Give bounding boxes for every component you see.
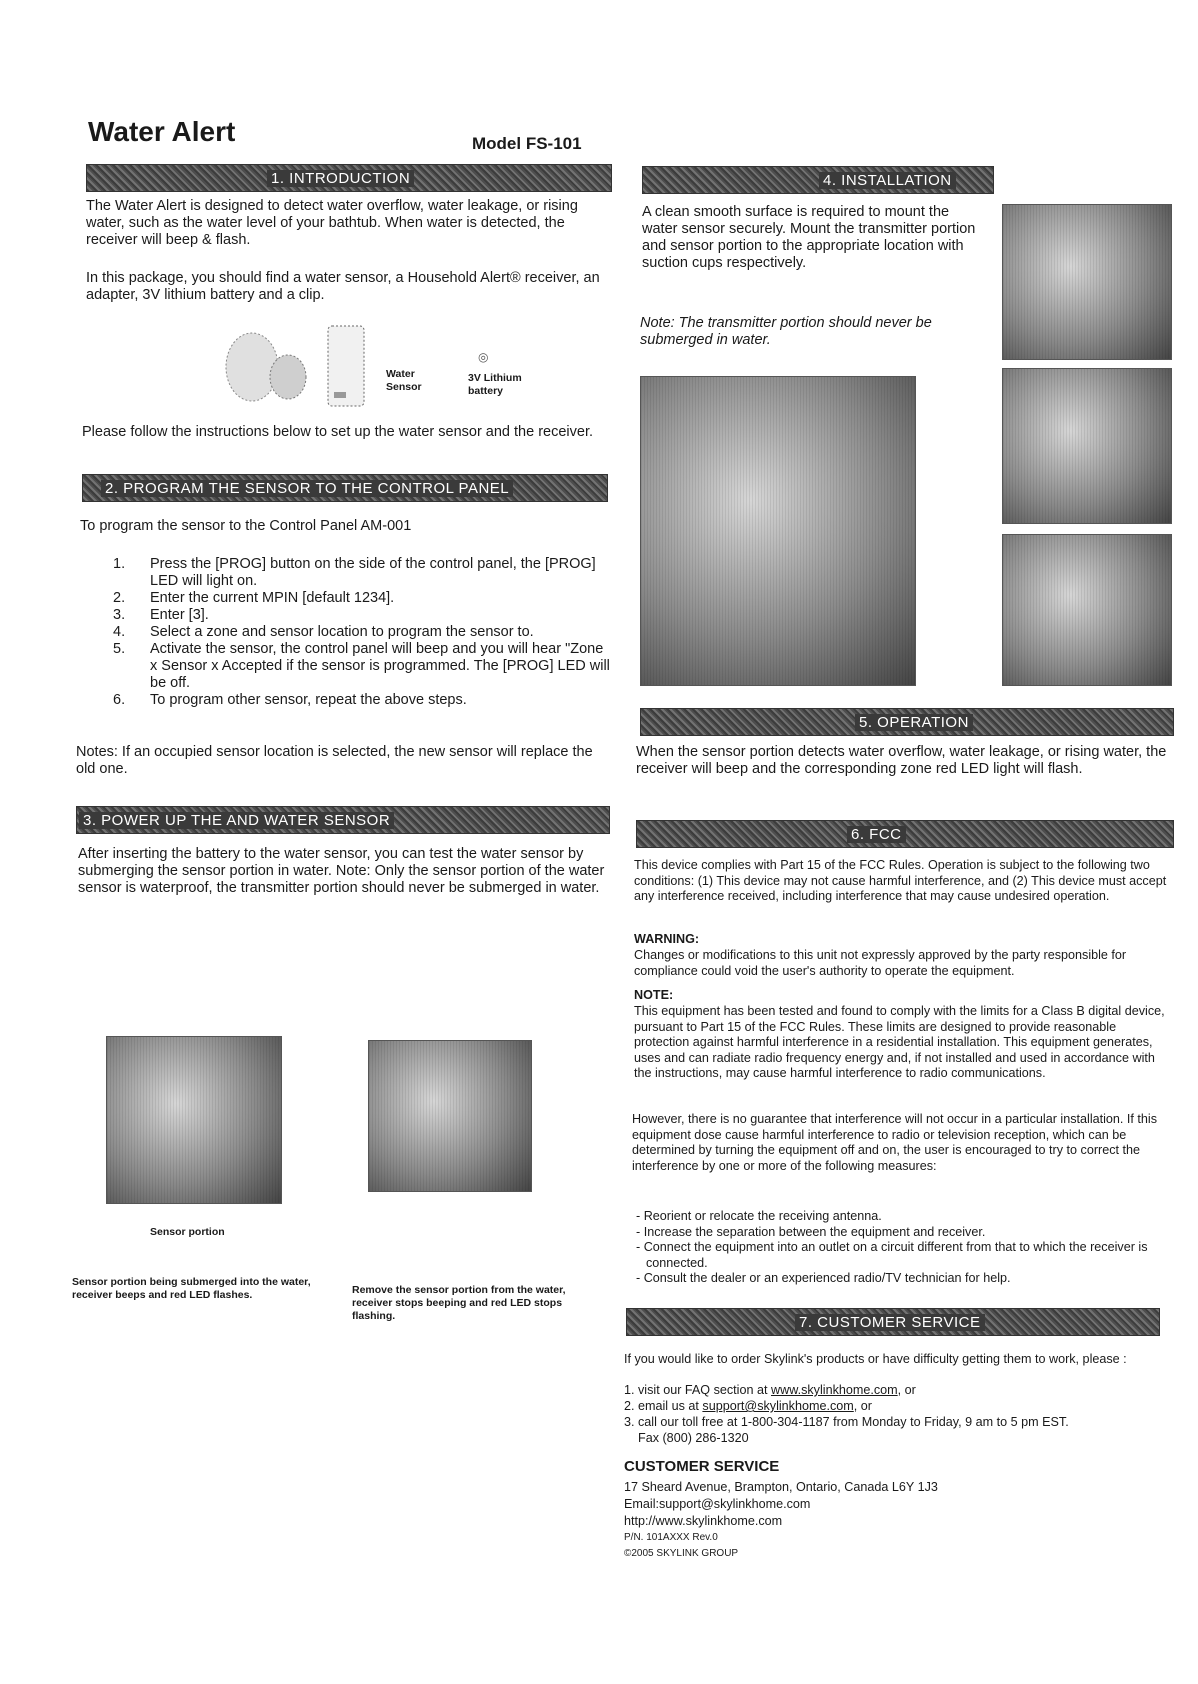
fcc-warning-text: Changes or modifications to this unit not expressly approved by the party responsible for compliance could void the user's authority to operate the equipment. (634, 948, 1127, 978)
fcc-measure: - Connect the equipment into an outlet on a circuit different from that to which the receiver is connected. (636, 1240, 1148, 1270)
program-step: 4. Select a zone and sensor location to program the sensor to. (113, 624, 534, 640)
photo-caption-removed: Remove the sensor portion from the water, receiver stops beeping and red LED stops flashing. (352, 1284, 566, 1322)
section-heading-installation: 4. INSTALLATION (642, 166, 994, 194)
model-number: Model FS-101 (472, 134, 582, 153)
installation-note: Note: The transmitter portion should never be submerged in water. (640, 315, 932, 348)
sensor-submerged-photo (106, 1036, 282, 1204)
installation-photo-transmitter (1002, 204, 1172, 360)
section-heading-program: 2. PROGRAM THE SENSOR TO THE CONTROL PANEL (82, 474, 608, 502)
power-paragraph: After inserting the battery to the water sensor, you can test the water sensor by submerging the sensor portion in water. Note: Only the sensor portion of the water sensor is waterproof, the transmitter portion should never be submerged in water. (78, 846, 605, 896)
section-heading-introduction: 1. INTRODUCTION (86, 164, 612, 192)
fcc-measure: - Increase the separation between the equipment and receiver. (636, 1224, 986, 1239)
customer-item-phone: 3. call our toll free at 1-800-304-1187 from Monday to Friday, 9 am to 5 pm EST. (624, 1415, 1069, 1429)
installation-paragraph: A clean smooth surface is required to mount the water sensor securely. Mount the transmitter portion and sensor portion to the appropriate location with suction cups respectively. (642, 204, 976, 271)
program-notes: Notes: If an occupied sensor location is selected, the new sensor will replace the old one. (76, 744, 593, 777)
fcc-note-label: NOTE: (634, 988, 674, 1002)
fcc-paragraph-1: This device complies with Part 15 of the FCC Rules. Operation is subject to the following two conditions: (1) This device may not cause harmful interference, and (2) This device must accept any interference received, including interference that may cause undesired operation. (634, 858, 1167, 903)
fcc-warning-label: WARNING: (634, 932, 700, 946)
page-title: Water Alert (88, 116, 236, 147)
intro-paragraph-2: In this package, you should find a water sensor, a Household Alert® receiver, an adapter, 3V lithium battery and a clip. (86, 270, 600, 303)
customer-service-title: CUSTOMER SERVICE (624, 1458, 780, 1475)
customer-intro: If you would like to order Skylink's products or have difficulty getting them to work, please : (624, 1352, 1127, 1366)
section-heading-operation: 5. OPERATION (640, 708, 1174, 736)
section-heading-customer-service: 7. CUSTOMER SERVICE (626, 1308, 1160, 1336)
fcc-paragraph-2: However, there is no guarantee that interference will not occur in a particular installation. If this equipment dose cause harmful interference to radio or television reception, which can be determined by turning the equipment off and on, the user is encouraged to try to correct the interference by one or more of the following measures: (632, 1112, 1158, 1173)
program-step: 1. Press the [PROG] button on the side of the control panel, the [PROG] LED will light on. (113, 556, 596, 589)
part-number: P/N. 101AXXX Rev.0 (624, 1532, 718, 1543)
copyright: ©2005 SKYLINK GROUP (624, 1548, 739, 1559)
water-sensor-figure (212, 322, 372, 412)
section-heading-fcc: 6. FCC (636, 820, 1174, 848)
operation-paragraph: When the sensor portion detects water overflow, water leakage, or rising water, the receiver will beep and the corresponding zone red LED light will flash. (636, 744, 1167, 777)
section-heading-power: 3. POWER UP THE AND WATER SENSOR (76, 806, 610, 834)
customer-item-email: 2. email us at support@skylinkhome.com, or (624, 1399, 872, 1413)
installation-photo-bathtub (640, 376, 916, 686)
fcc-measures-list (636, 1209, 1166, 1287)
program-step: 6. To program other sensor, repeat the above steps. (113, 692, 467, 708)
photo-caption-submerged: Sensor portion being submerged into the water, receiver beeps and red LED flashes. (72, 1276, 311, 1301)
program-steps-list (110, 556, 610, 709)
program-step: 3. Enter [3]. (113, 607, 209, 623)
sensor-portion-label: Sensor portion (150, 1226, 225, 1238)
customer-address: 17 Sheard Avenue, Brampton, Ontario, Canada L6Y 1J3 (624, 1480, 938, 1494)
program-step: 2. Enter the current MPIN [default 1234]. (113, 590, 395, 606)
water-sensor-label: Water Sensor (386, 368, 422, 393)
fcc-measure: - Consult the dealer or an experienced radio/TV technician for help. (636, 1271, 1011, 1285)
customer-website: http://www.skylinkhome.com (624, 1514, 783, 1528)
faq-link[interactable]: www.skylinkhome.com (771, 1383, 898, 1397)
fcc-note-text: This equipment has been tested and found to comply with the limits for a Class B digital device, pursuant to Part 15 of the FCC Rules. These limits are designed to provide reasonable protection against harmful interference in a residential installation. This equipment generates, uses and can radiate radio frequency energy and, if not installed and used in accordance with the instructions, may cause harmful interference to radio communications. (634, 1004, 1165, 1080)
customer-item-faq: 1. visit our FAQ section at www.skylinkhome.com, or (624, 1383, 916, 1397)
program-step: 5. Activate the sensor, the control panel will beep and you will hear "Zone x Sensor x Accepted if the sensor is programmed. The [PROG] LED will be off. (113, 641, 610, 691)
support-email-link[interactable]: support@skylinkhome.com (702, 1399, 854, 1413)
customer-fax: Fax (800) 286-1320 (638, 1431, 749, 1445)
installation-photo-sensor (1002, 534, 1172, 686)
sensor-removed-photo (368, 1040, 532, 1192)
intro-paragraph-1: The Water Alert is designed to detect water overflow, water leakage, or rising water, such as the water level of your bathtub. When water is detected, the receiver will beep & flash. (86, 198, 578, 248)
battery-icon: ◎ (478, 350, 489, 364)
installation-photo-suction (1002, 368, 1172, 524)
fcc-measure: - Reorient or relocate the receiving antenna. (636, 1209, 882, 1223)
battery-label: 3V Lithium battery (468, 372, 522, 397)
customer-email: Email:support@skylinkhome.com (624, 1497, 811, 1511)
program-intro: To program the sensor to the Control Panel AM-001 (80, 518, 412, 534)
intro-paragraph-3: Please follow the instructions below to set up the water sensor and the receiver. (82, 424, 594, 440)
